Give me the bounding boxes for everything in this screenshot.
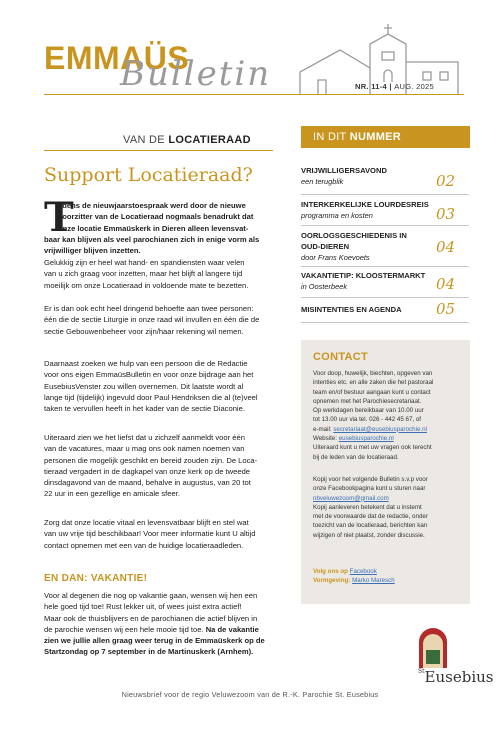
section-rule — [44, 150, 273, 151]
article-paragraph-1 — [44, 257, 276, 291]
text-line: team en/of bestuur aangaan kunt u contact — [313, 388, 431, 396]
issue-info — [355, 82, 434, 91]
text-line: contact opnemen met een van de huidige locatieraadleden. — [44, 540, 244, 550]
masthead-rule — [44, 94, 464, 95]
contact-paragraph-1 — [313, 369, 463, 462]
text-line: Daarnaast zoeken we hulp van een persoon die de Redactie — [44, 359, 248, 368]
contact-heading: CONTACT — [313, 351, 369, 363]
toc-item-title: INTERKERKELIJKE LOURDESREIS — [301, 200, 429, 209]
text-line: lange tijd (tijdelijk) ingevuld door Paul Hendriksen die al (te)veel — [44, 392, 258, 402]
index-heading — [313, 131, 401, 143]
toc-page-number: 05 — [436, 300, 456, 318]
text-line: tot 13.00 uur via tel. 026 - 442 45 67, of — [313, 416, 422, 424]
text-line: voor ons eigen EmmaüsBulletin en voor onze bijdrage aan het — [44, 370, 254, 380]
eusebius-logo-icon — [413, 628, 453, 670]
toc-item-subtitle: een terugblik — [301, 177, 344, 186]
text-line: van de vacatures, maar u mag ons ook namen noemen van — [44, 444, 245, 454]
text-line: één die de sectie Liturgie in onze raad wil invullen en één die de — [44, 315, 260, 325]
text-line: personen die mogelijk geschikt en bereid zouden zijn. De Loca- — [44, 455, 258, 465]
toc-item-title: OORLOGSGESCHIEDENIS IN — [301, 231, 407, 240]
section-prefix: VAN DE — [123, 134, 165, 146]
text-line — [313, 425, 463, 434]
text-line: van uw vrije tijd beschikbaar! Voor meer informatie kunt U altijd — [44, 529, 256, 539]
issue-date: AUG. 2025 — [394, 82, 434, 91]
toc-page-number: 04 — [436, 238, 456, 256]
masthead-script: Bulletin — [120, 54, 272, 94]
text-line: onze Facebookpagina kunt u sturen naar — [313, 485, 426, 493]
toc-item-title: VRIJWILLIGERSAVOND — [301, 166, 387, 175]
text-line: Kopij aanleveren betekent dat u instemt — [313, 503, 422, 511]
lead-line: baar kan blijven als veel parochianen zich in enige vorm als — [44, 234, 260, 244]
text-line: EusebiusVenster zou willen overnemen. Dit laatste wordt al — [44, 381, 244, 391]
text-line — [313, 434, 463, 443]
toc-item-title: VAKANTIETIP: KLOOSTERMARKT — [301, 271, 426, 280]
text-line: sectie Gebouwenbeheer voor zijn/haar rekening wil nemen. — [44, 326, 244, 336]
text-line: 22 uur in een gezellige en amicale sfeer. — [44, 489, 180, 499]
text-line: hele goed tijd toe! Rust lekker uit, of wees juist extra actief! — [44, 602, 242, 612]
article-paragraph-4 — [44, 432, 276, 500]
text-fragment: de parochie wensen wij een hele mooie tijd toe. — [44, 624, 204, 634]
text-line — [313, 567, 463, 576]
page-footer: Nieuwsbrief voor de regio Veluwezoom van de R.-K. Parochie St. Eusebius — [121, 690, 379, 699]
masthead-title: EMMAÜS — [44, 40, 190, 76]
lead-line: voorzitter van de Locatieraad nogmaals benadrukt dat — [58, 212, 254, 222]
facebook-link[interactable]: Facebook — [349, 568, 377, 575]
text-line: Uiteraard kunt u met uw vragen ook terecht — [313, 444, 432, 452]
website-link[interactable]: eusebiusparochie.nl — [338, 435, 394, 443]
article-paragraph-5 — [44, 517, 276, 551]
text-line: taken te vervullen heeft in het kader van de sectie Diaconie. — [44, 404, 245, 414]
toc-page-number: 02 — [436, 172, 456, 190]
website-label: Website: — [313, 435, 339, 443]
text-line — [44, 624, 276, 635]
toc-item-subtitle: in Oosterbeek — [301, 282, 348, 291]
index-name: NUMMER — [349, 131, 402, 143]
toc-page-number: 04 — [436, 275, 456, 293]
toc-page-number: 03 — [436, 205, 456, 223]
text-line: Voor al degenen die nog op vakantie gaan, wensen wij hen een — [44, 591, 258, 600]
toc-divider — [301, 194, 469, 195]
text-line: opnemen met het Parochiesecretariaat. — [313, 397, 422, 405]
text-line: met de voorwaarde dat de redactie, onder — [313, 513, 428, 521]
eusebius-sup: St — [418, 668, 425, 675]
text-line: bij de leden van de locatieraad. — [313, 453, 399, 461]
text-line: Uiteraard zien we het liefst dat u zichzelf aanmeldt voor één — [44, 433, 245, 442]
article-paragraph-2 — [44, 303, 276, 337]
issue-separator: | — [389, 82, 392, 91]
contact-paragraph-2 — [313, 475, 463, 540]
follow-label: Volg ons op — [313, 568, 350, 575]
text-line: Maar ook de thuisblijvers en de parochianen die actief blijven in — [44, 613, 258, 623]
eusebius-wordmark — [418, 668, 493, 686]
text-bold: Na de vakantie — [205, 624, 259, 634]
article-paragraph-3 — [44, 358, 276, 414]
text-line: Kopij voor het volgende Bulletin s.v.p voor — [313, 476, 428, 483]
article-paragraph-6 — [44, 590, 276, 658]
text-line: Gelukkig zijn er heel wat hand- en spandiensten waar velen — [44, 258, 245, 267]
issue-number: NR. 11-4 — [355, 82, 387, 91]
lead-line: onze locatie Emmaüskerk in Dieren alleen levensvat- — [58, 223, 249, 233]
text-line — [313, 576, 463, 585]
toc-divider — [301, 225, 469, 226]
text-line: Er is dan ook echt heel dringend behoefte aan twee personen: — [44, 304, 254, 313]
text-line: Voor doop, huwelijk, biechten, opgeven van — [313, 370, 433, 377]
index-prefix: IN DIT — [313, 131, 347, 143]
section-heading — [123, 134, 251, 146]
text-line: van u zich graag voor inzetten, maar het blijft al langere tijd — [44, 269, 243, 279]
toc-divider — [301, 322, 469, 323]
text-line: moeilijk om onze Locatieraad in voldoende mate te bezetten. — [44, 280, 249, 290]
text-line: toezicht van de locatieraad, berichten kan — [313, 522, 428, 530]
article-title: Support Locatieraad? — [44, 164, 253, 186]
email-label: e-mail: — [313, 425, 334, 433]
vacation-heading: EN DAN: VAKANTIE! — [44, 573, 148, 584]
designer-link[interactable]: Marko Maresch — [352, 577, 395, 585]
lead-line: vrijwilliger blijven inzetten. — [44, 246, 141, 256]
design-label: Vormgeving: — [313, 577, 353, 585]
eusebius-name: Eusebius — [424, 668, 494, 686]
text-line: Op werkdagen bereikbaar van 10.00 uur — [313, 407, 424, 415]
drop-cap: T — [44, 194, 74, 241]
text-line: Startzondag op 7 september in de Martinuskerk (Arnhem). — [44, 647, 254, 657]
text-line: dinsdagavond van de maand, behalve in augustus, van 20 tot — [44, 478, 251, 488]
text-line: Zorg dat onze locatie vitaal en levensvatbaar blijft en stel wat — [44, 518, 249, 527]
lead-line: ijdens de nieuwjaarstoespraak werd door de nieuwe — [58, 201, 246, 210]
text-line: zien we jullie allen graag weer terug in de Emmaüskerk op de — [44, 636, 265, 646]
toc-item-subtitle: door Frans Koevoets — [301, 253, 370, 262]
toc-divider — [301, 266, 469, 267]
toc-item-title-line2: OUD-DIEREN — [301, 242, 350, 251]
kopij-email-link[interactable]: nbveluwezoom@gmail.com — [313, 494, 389, 502]
article-lead — [44, 194, 272, 256]
email-link[interactable]: secretariaat@eusebiusparochie.nl — [333, 425, 427, 433]
toc-item-subtitle: programma en kosten — [301, 211, 373, 220]
text-line: wijzigen of niet plaatst, zonder discussie. — [313, 531, 425, 539]
text-line: tieraad vergadert in de dagkapel van onze kerk op de tweede — [44, 466, 251, 476]
text-line: intenties etc. en alle zaken die het pastoraal — [313, 379, 434, 387]
toc-item-title: MISINTENTIES EN AGENDA — [301, 305, 402, 314]
toc-divider — [301, 297, 469, 298]
contact-credits — [313, 567, 463, 586]
section-name: LOCATIERAAD — [168, 134, 251, 146]
